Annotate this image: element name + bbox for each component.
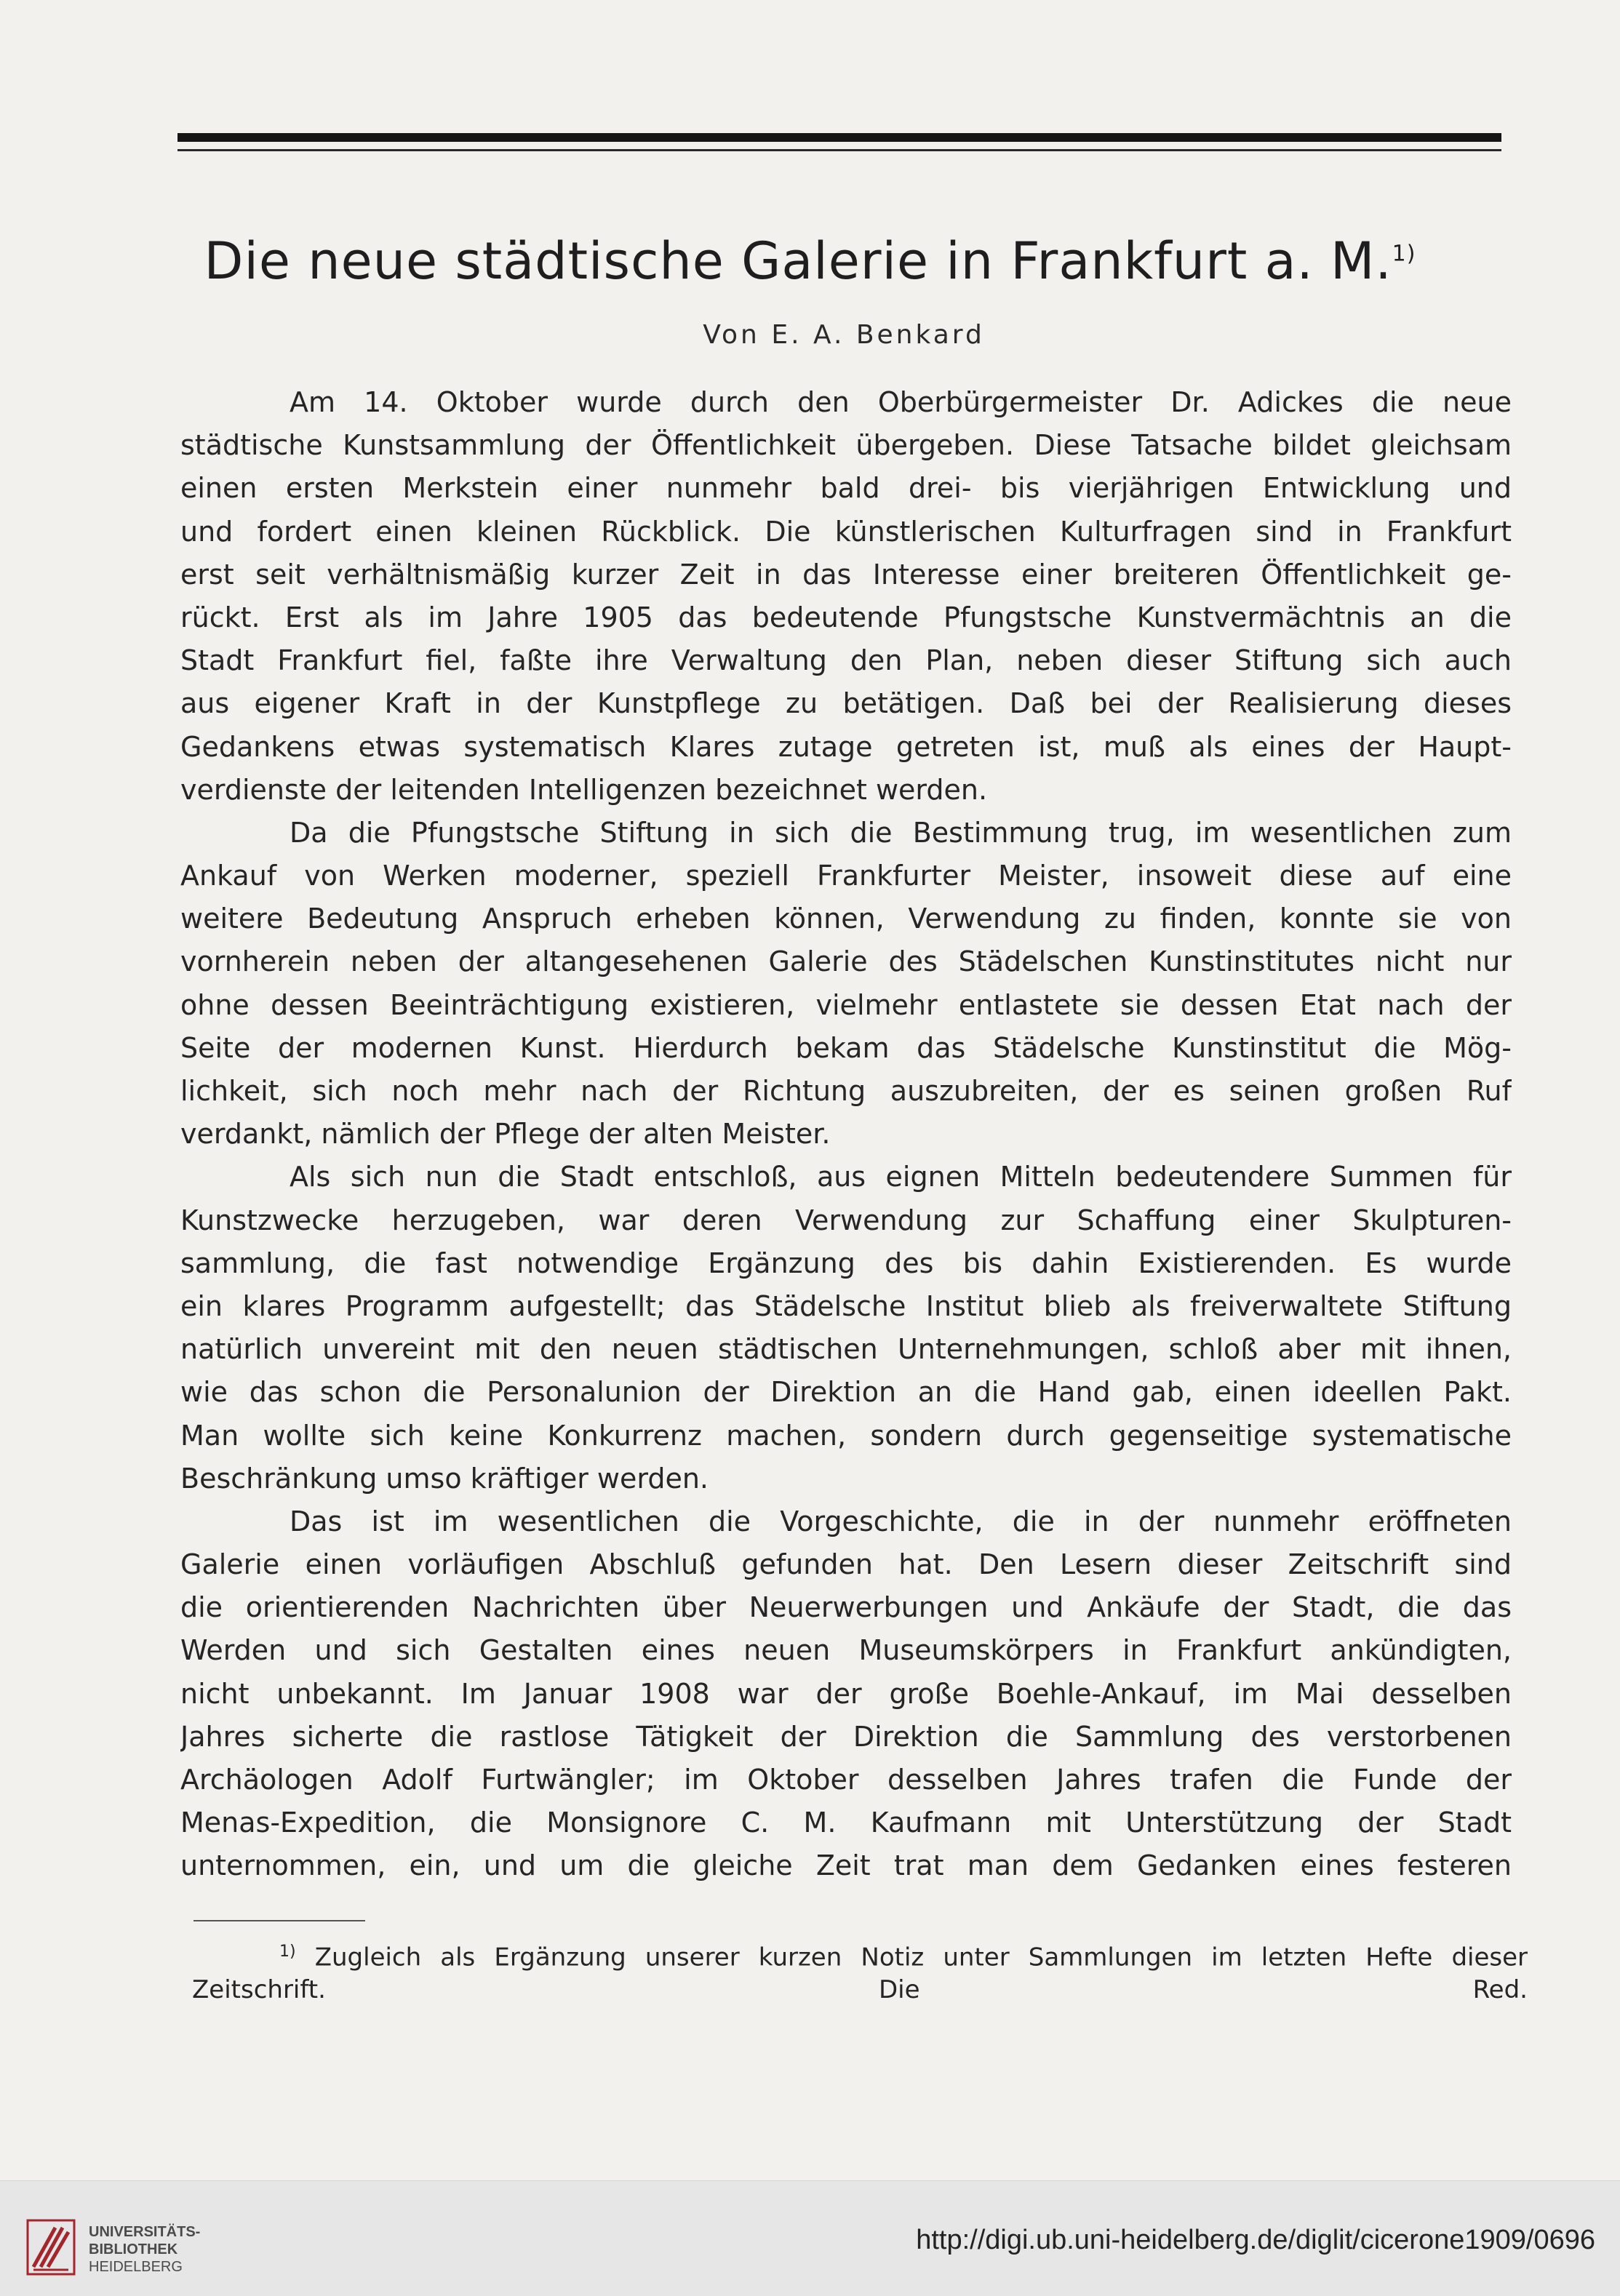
text-line: verdienste der leitenden Intelligenzen bezeichnet werden. bbox=[180, 773, 988, 806]
text-line: Seite der modernen Kunst. Hierdurch bekam das Städelsche Kunstinstitut die Mög- bbox=[180, 1031, 1512, 1064]
text-line: nicht unbekannt. Im Januar 1908 war der große Boehle-Ankauf, im Mai desselben bbox=[180, 1677, 1512, 1710]
text-line: natürlich unvereint mit den neuen städtischen Unternehmungen, schloß aber mit ihnen, bbox=[180, 1333, 1512, 1366]
library-logo-icon bbox=[26, 2219, 76, 2276]
text-line: verdankt, nämlich der Pflege der alten Meister. bbox=[180, 1118, 831, 1151]
permalink-url[interactable]: http://digi.ub.uni-heidelberg.de/diglit/cicerone1909/0696 bbox=[916, 2225, 1595, 2255]
text-line: einen ersten Merkstein einer nunmehr bald drei- bis vierjährigen Entwicklung und bbox=[180, 472, 1512, 505]
header-rule-thin bbox=[177, 149, 1501, 151]
text-line: Stadt Frankfurt fiel, faßte ihre Verwaltung den Plan, neben dieser Stiftung sich auch bbox=[180, 644, 1512, 677]
text-line: Gedankens etwas systematisch Klares zutage getreten ist, muß als eines der Haupt- bbox=[180, 730, 1512, 763]
library-name bbox=[89, 2223, 200, 2276]
text-line: und fordert einen kleinen Rückblick. Die künstlerischen Kulturfragen sind in Frankfurt bbox=[180, 515, 1512, 548]
text-line: rückt. Erst als im Jahre 1905 das bedeutende Pfungstsche Kunstvermächtnis an die bbox=[180, 601, 1512, 633]
article-byline: Von E. A. Benkard bbox=[703, 320, 985, 350]
text-line: städtische Kunstsammlung der Öffentlichkeit übergeben. Diese Tatsache bildet gleichsam bbox=[180, 429, 1512, 462]
library-name-line: BIBLIOTHEK bbox=[89, 2241, 178, 2257]
footnote-line bbox=[192, 1933, 1528, 1971]
article-title-text: Die neue städtische Galerie in Frankfurt a. M. bbox=[204, 231, 1392, 291]
editor-signature: Die Red. bbox=[878, 1975, 1528, 2004]
title-footnote-mark: 1) bbox=[1392, 241, 1416, 267]
library-name-line: HEIDELBERG bbox=[89, 2259, 183, 2275]
text-line: sammlung, die fast notwendige Ergänzung des bis dahin Existierenden. Es wurde bbox=[180, 1247, 1512, 1279]
text-line: vornherein neben der altangesehenen Galerie des Städelschen Kunstinstitutes nicht nur bbox=[180, 945, 1512, 978]
library-name-line: UNIVERSITÄTS- bbox=[89, 2224, 201, 2240]
text-line: lichkeit, sich noch mehr nach der Richtung auszubreiten, der es seinen großen Ruf bbox=[180, 1075, 1512, 1107]
text-line: ohne dessen Beeinträchtigung existieren, vielmehr entlastete sie dessen Etat nach der bbox=[180, 988, 1512, 1021]
library-footer bbox=[0, 2180, 1620, 2296]
text-line: Werden und sich Gestalten eines neuen Museumskörpers in Frankfurt ankündigten, bbox=[180, 1634, 1512, 1667]
text-line: wie das schon die Personalunion der Direktion an die Hand gab, einen ideellen Pakt. bbox=[180, 1376, 1512, 1409]
header-rule bbox=[177, 133, 1501, 142]
text-line: Jahres sicherte die rastlose Tätigkeit der Direktion die Sammlung des verstorbenen bbox=[180, 1720, 1512, 1753]
text-line: unternommen, ein, und um die gleiche Zeit trat man dem Gedanken eines festeren bbox=[180, 1849, 1512, 1882]
footnote-mark: 1) bbox=[279, 1943, 296, 1961]
text-line: Man wollte sich keine Konkurrenz machen, sondern durch gegenseitige systematische bbox=[180, 1419, 1512, 1452]
text-line: Menas-Expedition, die Monsignore C. M. Kaufmann mit Unterstützung der Stadt bbox=[180, 1807, 1512, 1839]
text-line: Als sich nun die Stadt entschloß, aus eignen Mitteln bedeutendere Summen für bbox=[290, 1161, 1512, 1193]
footnote-line bbox=[192, 1971, 1528, 2009]
text-line: aus eigener Kraft in der Kunstpflege zu betätigen. Daß bei der Realisierung dieses bbox=[180, 687, 1512, 720]
text-line: Ankauf von Werken moderner, speziell Frankfurter Meister, insoweit diese auf eine bbox=[180, 860, 1512, 892]
text-line: Archäologen Adolf Furtwängler; im Oktober desselben Jahres trafen die Funde der bbox=[180, 1764, 1512, 1796]
text-line: Beschränkung umso kräftiger werden. bbox=[180, 1462, 709, 1495]
article-body bbox=[180, 381, 1512, 1888]
footnote-text-end: Zeitschrift. bbox=[192, 1975, 326, 2004]
text-line: Am 14. Oktober wurde durch den Oberbürgermeister Dr. Adickes die neue bbox=[290, 386, 1512, 418]
text-line: Da die Pfungstsche Stiftung in sich die Bestimmung trug, im wesentlichen zum bbox=[290, 816, 1512, 849]
text-line: die orientierenden Nachrichten über Neuerwerbungen und Ankäufe der Stadt, die das bbox=[180, 1591, 1512, 1624]
footnote bbox=[192, 1933, 1528, 2009]
footnote-text: Zugleich als Ergänzung unserer kurzen Notiz unter Sammlungen im letzten Hefte dieser bbox=[314, 1943, 1528, 1972]
article-title bbox=[0, 231, 1620, 291]
text-line: weitere Bedeutung Anspruch erheben können, Verwendung zu finden, konnte sie von bbox=[180, 903, 1512, 935]
text-line: Galerie einen vorläufigen Abschluß gefunden hat. Den Lesern dieser Zeitschrift sind bbox=[180, 1548, 1512, 1581]
text-line: Das ist im wesentlichen die Vorgeschichte, die in der nunmehr eröffneten bbox=[290, 1505, 1512, 1537]
text-line: Kunstzwecke herzugeben, war deren Verwendung zur Schaffung einer Skulpturen- bbox=[180, 1204, 1512, 1236]
text-line: ein klares Programm aufgestellt; das Städelsche Institut blieb als freiverwaltete Stiftung bbox=[180, 1289, 1512, 1322]
text-line: erst seit verhältnismäßig kurzer Zeit in das Interesse einer breiteren Öffentlichkeit ge- bbox=[180, 558, 1512, 591]
footnote-rule bbox=[193, 1920, 365, 1921]
